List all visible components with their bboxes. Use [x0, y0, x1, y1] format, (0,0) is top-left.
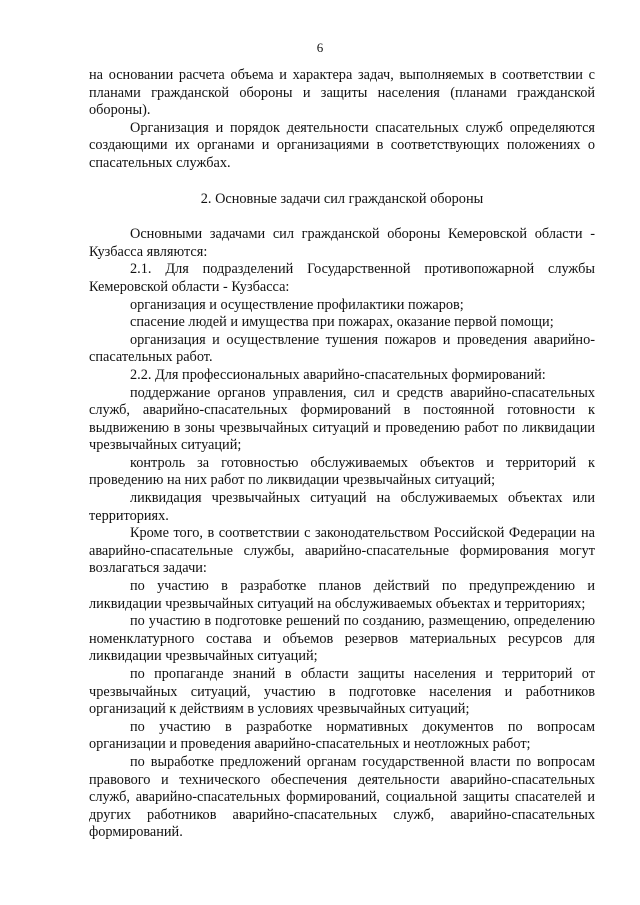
list-item: контроль за готовностью обслуживаемых объектов и территорий к проведению на них работ по ликвидации чрезвычайных ситуаций; [89, 454, 595, 489]
list-item: по участию в подготовке решений по созданию, размещению, определению номенклатурного состава и объемов резервов материальных ресурсов для ликвидации чрезвычайных ситуаций; [89, 613, 595, 665]
list-item: поддержание органов управления, сил и средств аварийно-спасательных служб, аварийно-спасательных формирований в постоянной готовности к выдвижению в зоны чрезвычайных ситуаций и проведению работ по ликвидации чрезвычайных ситуаций; [89, 384, 595, 454]
page-number: 6 [316, 40, 324, 55]
list-item: по участию в разработке нормативных документов по вопросам организации и проведения аварийно-спасательных и неотложных работ; [89, 718, 595, 753]
list-item: спасение людей и имущества при пожарах, оказание первой помощи; [130, 314, 554, 331]
paragraphs-after-heading [89, 226, 595, 842]
paragraph: 2.2. Для профессиональных аварийно-спасательных формирований: [130, 366, 546, 383]
paragraph: Организация и порядок деятельности спасательных служб определяются создающими их органами и организациями в соответствующих положениях о спасательных службах. [89, 119, 595, 171]
paragraph: на основании расчета объема и характера задач, выполняемых в соответствии с планами гражданской обороны и защиты населения (планами гражданской обороны). [89, 67, 595, 119]
list-item: по пропаганде знаний в области защиты населения и территорий от чрезвычайных ситуаций, участию в подготовке населения и работников организаций к действиям в условиях чрезвычайных ситуаций; [89, 666, 595, 718]
document-body [89, 67, 595, 842]
list-item: по участию в разработке планов действий по предупреждению и ликвидации чрезвычайных ситуаций на обслуживаемых объектах и территориях; [89, 578, 595, 612]
list-item: ликвидация чрезвычайных ситуаций на обслуживаемых объектах или территориях. [89, 490, 595, 524]
paragraph: 2.1. Для подразделений Государственной противопожарной службы Кемеровской области - Кузбасса: [89, 261, 595, 295]
list-item: организация и осуществление тушения пожаров и проведения аварийно-спасательных работ. [89, 331, 595, 366]
paragraph: Кроме того, в соответствии с законодательством Российской Федерации на аварийно-спасательные службы, аварийно-спасательные формирования могут возлагаться задачи: [89, 525, 595, 577]
paragraph: Основными задачами сил гражданской обороны Кемеровской области - Кузбасса являются: [89, 226, 595, 260]
paragraphs-before-heading [89, 67, 595, 173]
list-item: по выработке предложений органам государственной власти по вопросам правового и технического обеспечения деятельности аварийно-спасательных служб, аварийно-спасательных формирований, социальной защиты спасателей и других работников аварийно-спасательных служб, аварийно-спасательных формирований. [89, 753, 595, 841]
list-item: организация и осуществление профилактики пожаров; [130, 296, 464, 313]
section-heading: 2. Основные задачи сил гражданской обороны [200, 190, 484, 207]
